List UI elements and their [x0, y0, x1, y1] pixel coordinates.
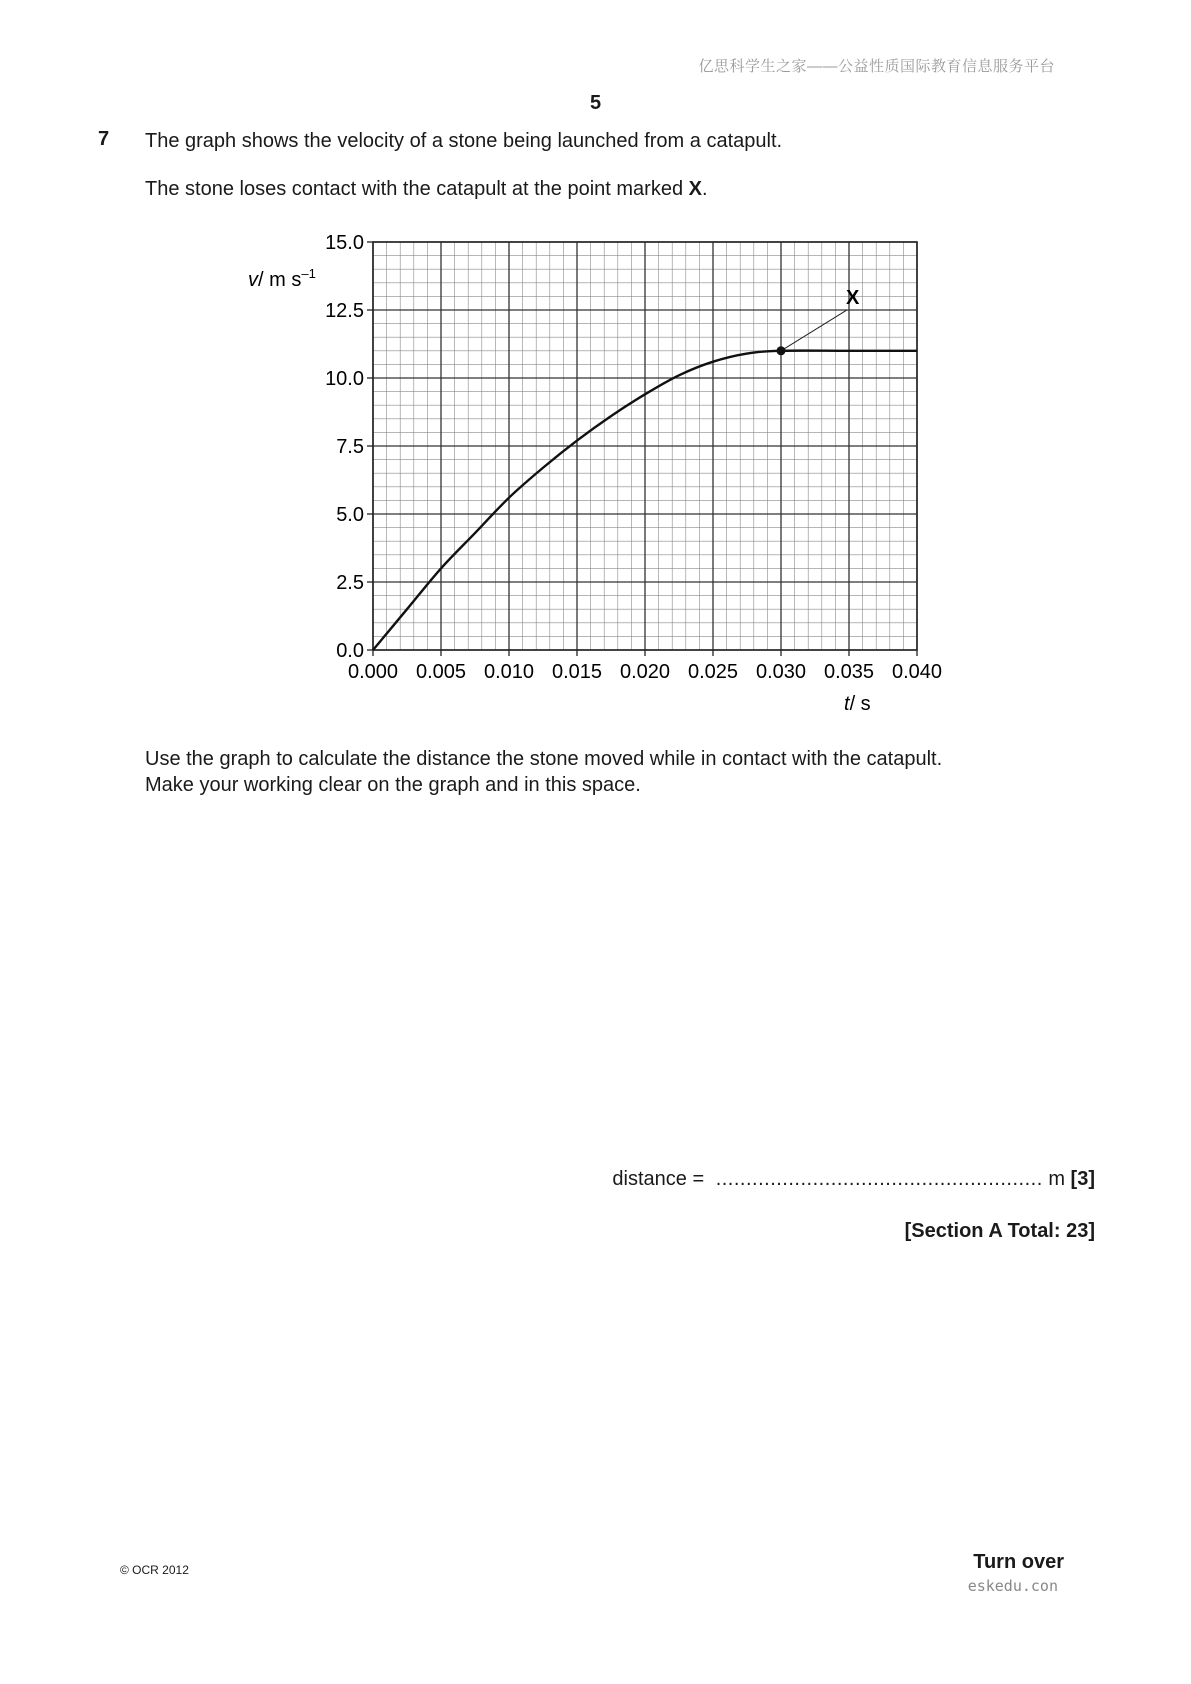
y-axis-var: v [248, 269, 258, 291]
x-tick-label: 0.010 [483, 661, 535, 683]
x-tick-label: 0.030 [755, 661, 807, 683]
contact-point-marker [777, 346, 786, 355]
marker-leader-line [781, 310, 847, 351]
y-tick-label: 2.5 [336, 572, 364, 594]
y-tick-label: 15.0 [325, 232, 364, 254]
contact-text-end: . [702, 178, 708, 200]
y-tick-label: 0.0 [336, 640, 364, 662]
y-tick-label: 12.5 [325, 300, 364, 322]
watermark-text: 亿思科学生之家——公益性质国际教育信息服务平台 [698, 58, 1055, 75]
x-tick-label: 0.000 [347, 661, 399, 683]
x-axis-var: t [844, 693, 850, 715]
page-number: 5 [589, 92, 602, 114]
y-axis-exp: –1 [301, 266, 316, 281]
x-tick-label: 0.020 [619, 661, 671, 683]
question-number: 7 [98, 128, 110, 150]
axis-ticks [367, 242, 917, 656]
x-tick-label: 0.035 [823, 661, 875, 683]
instruction-line-1: Use the graph to calculate the distance the stone moved while in contact with the catapult. [145, 748, 943, 770]
answer-line [612, 1168, 1095, 1191]
answer-unit: m [1048, 1168, 1065, 1190]
copyright: © OCR 2012 [120, 1563, 189, 1577]
x-tick-label: 0.015 [551, 661, 603, 683]
contact-text: The stone loses contact with the catapult at the point marked [145, 178, 689, 200]
x-axis-label [844, 693, 871, 715]
answer-marks: [3] [1070, 1168, 1095, 1190]
section-total: [Section A Total: 23] [904, 1220, 1095, 1242]
y-tick-labels [325, 232, 364, 662]
instruction-line-2: Make your working clear on the graph and in this space. [145, 774, 641, 796]
x-tick-label: 0.025 [687, 661, 739, 683]
turn-over: Turn over [973, 1551, 1064, 1573]
question-intro: The graph shows the velocity of a stone being launched from a catapult. [145, 130, 783, 152]
y-tick-label: 10.0 [325, 368, 364, 390]
x-tick-label: 0.040 [891, 661, 943, 683]
site-watermark: eskedu.con [967, 1577, 1058, 1595]
contact-marker: X [688, 178, 702, 200]
x-axis-unit: / s [849, 693, 871, 715]
y-axis-unit: / m s [258, 269, 302, 291]
marker-label-x: X [846, 286, 860, 309]
x-tick-labels [348, 661, 942, 683]
answer-label: distance = [612, 1168, 705, 1190]
y-tick-label: 5.0 [336, 504, 364, 526]
marker-layer [777, 287, 861, 355]
velocity-time-chart [0, 0, 1191, 740]
answer-field[interactable]: ...................................................... [715, 1168, 1043, 1190]
y-tick-label: 7.5 [336, 436, 364, 458]
y-axis-label [248, 266, 316, 291]
x-tick-label: 0.005 [415, 661, 467, 683]
